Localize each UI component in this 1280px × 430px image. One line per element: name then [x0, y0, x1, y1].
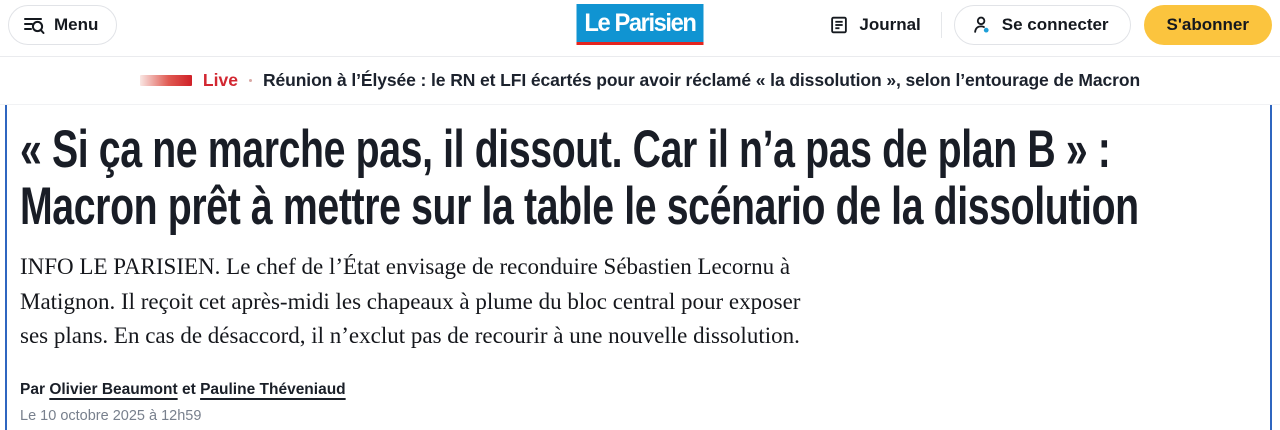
menu-search-icon	[22, 13, 46, 37]
logo-text: Le Parisien	[584, 8, 696, 37]
article-deck	[20, 250, 1280, 354]
byline-prefix: Par	[20, 380, 45, 398]
le-parisien-logo[interactable]	[577, 4, 704, 45]
headline-line-1: « Si ça ne marche pas, il dissout. Car il n’a pas de plan B » :	[20, 120, 1111, 179]
deck-line-2: Matignon. Il reçoit cet après-midi les chapeaux à plume du bloc central pour exposer	[20, 288, 801, 314]
menu-button[interactable]	[8, 5, 117, 45]
byline	[20, 381, 1280, 399]
user-icon	[971, 14, 993, 36]
menu-label: Menu	[54, 15, 99, 34]
deck-line-3: ses plans. En cas de désaccord, il n’exclut pas de recourir à une nouvelle dissolution.	[20, 323, 800, 348]
headline-line-2: Macron prêt à mettre sur la table le scénario de la dissolution	[20, 177, 1139, 236]
article-headline	[20, 120, 1139, 236]
top-bar	[0, 0, 1280, 57]
byline-separator: et	[181, 380, 196, 398]
header-divider	[941, 12, 942, 38]
live-gradient-bar-icon	[140, 75, 192, 86]
article-header	[0, 105, 1280, 430]
author-link-1[interactable]: Olivier Beaumont	[49, 380, 178, 398]
top-right-actions	[822, 4, 1272, 46]
login-button[interactable]	[954, 5, 1131, 45]
newspaper-icon	[828, 14, 850, 36]
login-label: Se connecter	[1001, 15, 1109, 34]
publication-date: Le 10 octobre 2025 à 12h59	[20, 407, 202, 424]
live-badge: Live	[202, 70, 238, 90]
ticker-headline: Réunion à l’Élysée : le RN et LFI écartés pour avoir réclamé « la dissolution », selon l’entourage de Macron	[262, 70, 1141, 90]
article-left-border	[5, 105, 7, 430]
subscribe-button[interactable]	[1144, 5, 1272, 45]
ticker-dot-separator	[249, 79, 252, 82]
article-right-border	[1270, 105, 1272, 430]
subscribe-label: S'abonner	[1166, 15, 1249, 34]
live-ticker[interactable]	[0, 57, 1280, 105]
journal-label: Journal	[859, 15, 921, 34]
author-link-2[interactable]: Pauline Théveniaud	[200, 380, 346, 398]
journal-link[interactable]	[822, 14, 926, 36]
deck-line-1: INFO LE PARISIEN. Le chef de l’État envisage de reconduire Sébastien Lecornu à	[20, 254, 791, 279]
